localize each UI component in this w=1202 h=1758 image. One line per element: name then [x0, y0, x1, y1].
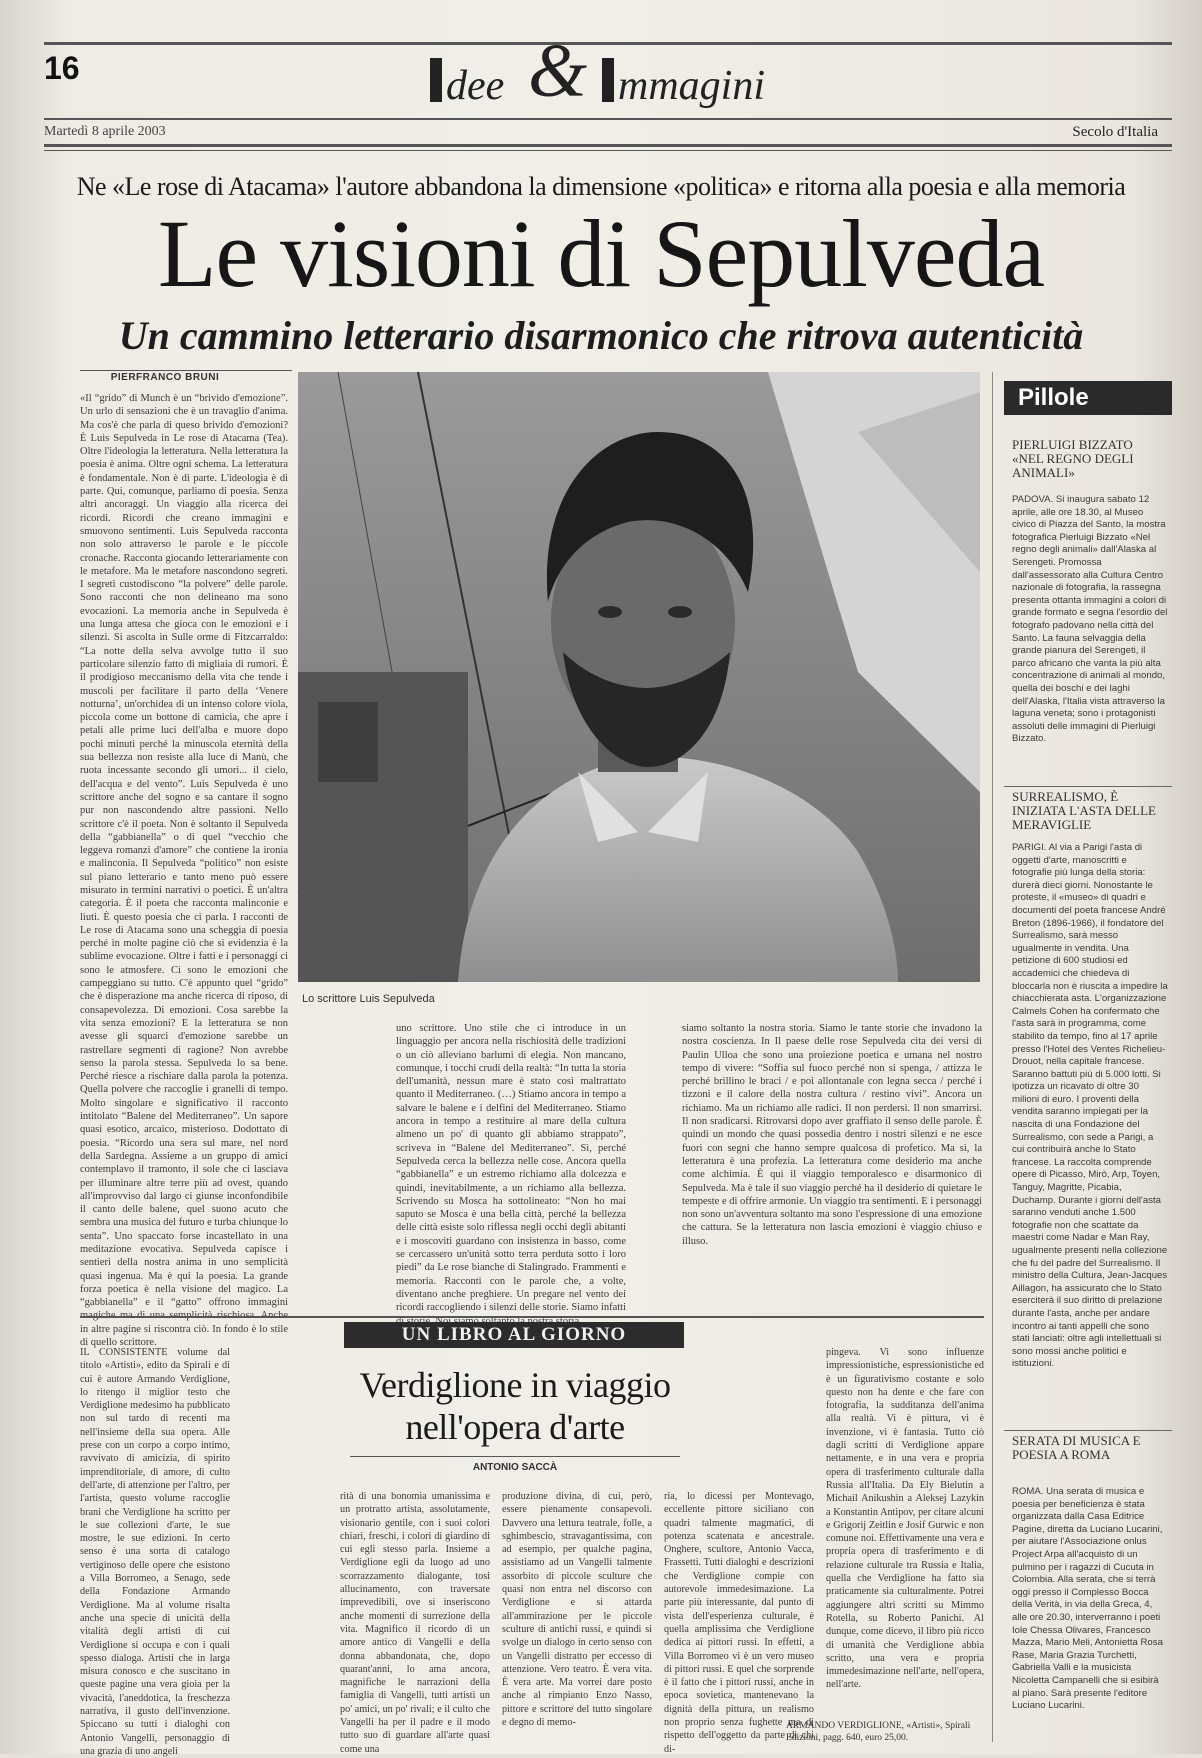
article-byline: PIERFRANCO BRUNI	[110, 372, 220, 383]
book-column-5	[826, 1346, 984, 1706]
newspaper-name: Secolo d'Italia	[1072, 124, 1158, 140]
book-box-banner: UN LIBRO AL GIORNO	[344, 1322, 684, 1348]
page-number: 16	[44, 50, 80, 86]
book-column-1-text: IL CONSISTENTE volume dal titolo «Artisti», edito da Spirali e di cui è autore Armando Verdiglione, lo ritengo il miglior testo che Verdiglione medesimo ha pubblicato non sul tardo di recenti ma nell'insieme della sua opera. Alle prese con un corpo a corpo intimo, ravvivato di amicizia, di spirito imprenditoriale, di amore, di culto dell'arte, di attenzione per l'altro, per l'artista, questo volume raccoglie brani che Verdiglione ha scritto per le sue collezioni d'arte, le sue mostre, le sue edizioni. In certo senso è una sorta di catalogo vertiginoso delle opere che esistono a Villa Borromeo, a Senago, sede della Fondazione Armando Verdiglione. Ma al volume risalta anche una specie di unicità della vitalità degli artisti di cui Verdiglione si occupa e con i quali spesso dialoga. Artisti che in larga misura conosco e che suscitano in queste pagine una vera gioia per la vivacità, l'aneddotica, la freschezza narrativa, il gusto dell'invenzione. Spiccano su tutti i dialoghi con Antonio Vangelli, personaggio di una grazia di uno angeli	[80, 1347, 230, 1757]
sidebar-item-2-title: SURREALISMO, È INIZIATA L'ASTA DELLE MERAVIGLIE	[1012, 789, 1156, 832]
sidebar-item-2-text: PARIGI. Al via a Parigi l'asta di oggetti d'arte, manoscritti e fotografie più lunga della storia: durerà dieci giorni. Nonostante le proteste, il «museo» di quadri e documenti del poeta francese André Breton (1896-1966), il fondatore del Surrealismo, sarà messo ugualmente in vendita. Una petizione di 600 studiosi ed accademici che chiedeva di bloccarla non è riuscita a impedire la chiacchierata asta. L'organizzazione Calmels Cohen ha confermato che l'asta sarà in programma, come stabilito da tempo, fino al 17 aprile presso l'Hotel des Ventes Richelieu-Drouot, nella capitale francese. Saranno battuti più di 5.000 lotti. Si ipotizza un ricavato di oltre 30 milioni di euro. I proventi della vendita saranno impiegati per la nascita di una Fondazione del Surrealismo, con sede a Parigi, a cui contribuirà anche lo Stato francese. La raccolta comprende opere di Picasso, Mirò, Arp, Toyen, Tanguy, Magritte, Picabia, Duchamp. Durante i giorni dell'asta saranno venduti anche 1.500 fotografie non che scattate da maestri come Nadar e Man Ray, ugualmente presenti nella collezione che fu del padre del Surrealismo. Il ministro della Cultura, Jean-Jacques Aillagon, ha assicurato che lo Stato eserciterà il suo diritto di prelazione durante l'asta, anche per andare incontro ai tanti appelli che sono stati lanciati: oltre agli intellettuali si sono mossi anche politici e istituzioni.	[1012, 842, 1168, 1370]
book-column-2	[340, 1490, 490, 1755]
book-column-3	[502, 1490, 652, 1746]
masthead-initial-bar-1	[430, 58, 442, 102]
article-column-1	[80, 392, 288, 1349]
byline-rule	[80, 370, 292, 371]
article-subheadline: Un cammino letterario disarmonico che ritrova autenticità	[118, 313, 1084, 358]
article-headline: Le visioni di Sepulveda	[157, 200, 1045, 307]
top-rule	[44, 42, 1172, 45]
book-column-5-text: pingeva. Vi sono influenze impressionistiche, espressionistiche ed è un figurativismo costante e solo questo non ha dente e che fare con fotografia, la sudditanza dell'anima alla realtà. Vi è pittura, vi è invenzione, vi è fantasia. Tutto ciò dagli scritti di Verdiglione appare nettamente, e in una vera e propria opera di trasferimento culturale dalla Russia all'Italia. Da Ely Bielutin a Michail Anikushin a Aleksej Lazykin a Konstantin Antipov, per citare alcuni e Grigorij Zeitlin e Josif Gurwic e non comune noi. Effettivamente una vera e propria opera di trasferimento e di relazione culturale tra Russia e Italia, quella che Verdiglione ha fatto sia praticamente sia culturalmente. Potrei aggiungere altri scritti su Mimmo Rotella, su Roberto Panichi. Al dunque, come dicevo, il libro più ricco di umanità che Verdiglione abbia scritto, una vera e propria immedesimazione nell'arte, nell'opera, nell'arte.	[826, 1347, 984, 1691]
sidebar-label-text: Pillole	[1018, 384, 1089, 411]
masthead-part2: mmagini	[618, 63, 765, 109]
sidebar-item-3-title: SERATA DI MUSICA E POESIA A ROMA	[1012, 1433, 1141, 1462]
sidebar-label	[1004, 381, 1172, 415]
article-kicker: Ne «Le rose di Atacama» l'autore abbandona la dimensione «politica» e ritorna alla poesia e alla memoria	[76, 172, 1126, 201]
author-photo-illustration	[298, 372, 980, 982]
book-credit: ARMANDO VERDIGLIONE, «Artisti», Spirali Edizioni, pagg. 640, euro 25,00.	[786, 1721, 971, 1743]
article-column-2-text: uno scrittore. Uno stile che ci introduce in un linguaggio per ancora nella rischiosità delle tradizioni o un ciò alleviano barlumi di elegia. Non mancano, comunque, i tocchi crudi della realtà: “In tutta la storia dell'umanità, nessun mare è stato così maltrattato quanto il Mediterraneo. (…) Stiamo ancora in tempo a salvare le balene e i delfini del Mediterraneo. Stiamo ancora in tempo a restituire al mare della cultura almeno un po' di quanto gli abbiamo strappato”, scriveva in “Balene del Mediterraneo”. Sì, perché Sepulveda cerca la bellezza nelle cose. Ancora quella “gabbianella” e un estremo richiamo alla dolcezza e quindi, inevitabilmente, a un richiamo alla bellezza. Scrivendo su Mosca ha sottolineato: “Non ho mai saputo se Mosca è una bella città, perché la bellezza delle città esiste solo riflessa negli occhi degli abitanti e i moscoviti guardano con insistenza in basso, come se cercassero un'unità sotto terra perduta sotto i loro piedi” da Le rose bianche di Stalingrado. Frammenti e memoria. Racconti con le parole che, a volte, diventano anche preghiere. Un pregare nel vento dei ricordi raccogliendo i silenzi delle storie. Siamo infatti	[396, 1023, 626, 1314]
header-rule	[44, 118, 1172, 120]
article-column-3	[682, 1022, 982, 1312]
sidebar-item-1-title: PIERLUIGI BIZZATO «NEL REGNO DEGLI ANIMALI»	[1012, 437, 1134, 480]
book-column-1	[80, 1346, 230, 1757]
article-column-1-text: «Il “grido” di Munch è un “brivido d'emozione”. Un urlo di sensazioni che è un travaglio d'anima. Ma cos'è che parla di queso brivido d'emozioni? È Luis Sepulveda in Le rose di Atacama (Tea). Oltre l'ideologia la letteratura. Nella letteratura la poesia è anima. Oltre ogni schema. La letteratura è fondamentale. Non è di parte. L'ideologia è di parte. Qui, comunque, parliamo di poesia. Senza altri ancoraggi. Un viaggio alla ricerca dei ricordi. Ricordi che creano immagini e smuovono sentimenti. Luis Sepulveda racconta non solo attraverso le parole e le piccole cronache. Racconta giocando letterariamente con le metafore. Ma le metafore nascondono segreti. I segreti custodiscono “la polvere” delle parole. Sono racconti che non delineano ma sono evocazioni. La memoria anche in Sepulveda è una lunga attesa che gioca con le emozioni e i silenzi. Si ascolta in Sulle orme di Fitzcarraldo: “La notte della selva avvolge tutto il suo particolare silenzio fatto di migliaia di rumori. È il prodigioso meccanismo della vita che tende i muscoli per facilitare il parto della ‘Venere notturna’, un'orchidea di un intenso colore viola, piccola come un bottone di camicia, che apre i petali alle prime luci dell'alba e muore dopo pochi minuti perché la minuscola eternità della sua bellezza non resiste alla luce di Manù, che ruota incessante secondo gli umori... il cielo, dell'acqua e del vento”. Luis Sepulveda è uno scrittore anche del sogno e sa cantare il sogno pur non nascondendo altre passioni. Nello scrittore c'è il poeta. Non è soltanto il Sepulveda della “gabbianella” o di quel “vecchio che leggeva romanzi d'amore” che contiene la ironia e malinconia. Il Sepulveda “politico” non esiste sul piano letterario e tanto meno può essere misurato in termini narrativi o poetici. È un'altra categoria. È il poeta che racconta malinconie e liuti. È questo poesia che ci parla. I racconti de Le rose di Atacama sono una scheggia di poesia perché in molte pagine ciò che si evidenzia è la sublime evocazione. Oltre i fatti e i personaggi ci sono le atmosfere. Ci sono le emozioni che campeggiano su tutto. C'è appunto quel “grido” che è disperazione ma anche ricerca di riposo, di consapevolezza. Di emozioni. Cosa sarebbe la vita senza emozioni? E la letteratura se non avesse gli squarci d'emozione sarebbe un rastrellare segmenti di ragione? Non avrebbe senso la parola stessa. Sepulveda lo sa bene. Perché riesce a rischiare dalla parola la potenza. Quella polvere che raccoglie i granelli di tempo. Molto singolare e significativo il racconto intitolato “Balene del Mediterraneo”. Un sapore quasi esotico, arcaico, misterioso. Dodottato di poesia. “Ricordo una sera sul mare, nel nord della Sardegna. Assieme a un gruppo di amici contemplavo il tramonto, il sole che ci lasciava per illuminare altre terre più ad ovest, quando all'improvviso dal largo ci giunse inconfondibile il canto delle balene, quel suono acuto che sembra una musica del futuro e turba chiunque lo senta”. Uno spaccato forse incastellato in una meditazione evocativa. Sepulveda capisce i sentieri della nostra anima in uno semplicità quasi ingenua. Ma è qui la poesia. La grande forza poetica è nella visione del magico. La “gabbianella” e il “gatto” offrono immagini in altre pagine si riscontra ciò. In fondo è lo stile di quello scrittore.	[80, 393, 288, 1349]
masthead-initial-bar-2	[602, 58, 614, 102]
book-box-byline: ANTONIO SACCÀ	[472, 1462, 558, 1473]
book-column-4	[664, 1490, 814, 1755]
sidebar-rule-1	[1004, 786, 1172, 787]
book-box-top-rule	[80, 1316, 984, 1318]
book-box-byline-rule	[350, 1456, 680, 1457]
masthead-ampersand: &	[528, 29, 588, 113]
book-box-title: Verdiglione in viaggio nell'opera d'arte	[359, 1365, 671, 1447]
sidebar-item-3-text: ROMA. Una serata di musica e poesia per beneficienza è stata organizzata dalla Casa Editrice Pagine, diretta da Luciano Lucarini, per aiutare l'Associazione onlus Project Arpa all'acquisto di un pulmino per i ragazzi di Cucuta in Colombia. Alla serata, che si terrà oggi presso il Complesso Bocca della Verità, in via della Greca, 4, alle ore 20.30, interverranno i poeti Iole Chessa Olivares, Francesco Mazza, Mario Meli, Antonietta Rosa Rase, Maria Grazia Turchetti, Gabriella Valli e la musicista Nicoletta Campanelli che si esibirà al piano. Sarà presente l'editore Luciano Lucarini.	[1012, 1486, 1163, 1712]
sidebar-divider	[992, 372, 993, 1742]
dateline: Martedì 8 aprile 2003	[44, 124, 166, 139]
book-column-2-text: rità di una bonomia umanissima e un protratto artista, assolutamente, visionario gentile, con i suoi colori chiari, freschi, i colori di giardino di cui egli stesso parla. Insieme a Verdiglione egli da luogo ad uno scorrazzamento dialogante, tosi allucinamento, con traversate imprevedibili, ove si inseriscono anche momenti di surrezione della vita. Magnifico il ricordo di un amore antico di Vangelli e della donna abbandonata, che, dopo quarant'anni, lo ama ancora, magnifiche le narrazioni della famiglia di Vangelli, tutti artisti un po' amici, un po' rivali; e il culto che Vangelli ha per il padre e il modo tutto suo di guardare all'arte quasi come una	[340, 1491, 490, 1755]
author-photo	[298, 372, 980, 982]
sidebar-rule-2	[1004, 1430, 1172, 1431]
book-column-4-text: ria, lo dicessi per Montevago, eccellente pittore siciliano con quadri talmente magmatici, di potenza scatenata e ancestrale. Onghere, scultore, Antonio Vacca, Frassetti. Tutti dialoghi e descrizioni che Verdiglione compie con autorevole immedesimazione. La parte più interessante, dal punto di vista dell'esperienza culturale, è quella amplissima che Verdiglione dedica ai pittori russi. In effetti, a Villa Borromeo vi è un vero museo di pittori russi. E quel che sorprende è il fatto che i pittori russi, anche in epoca sovietica, mantenevano la dignità della pittura, un realismo non proprio senza fughette ma di rispetto dell'oggetto da parte di chi di-	[664, 1491, 814, 1755]
book-column-3-text: produzione divina, di cui, però, essere pienamente consapevoli. Davvero una lettura teatrale, folle, a sghimbescio, stravagantissima, con ad esempio, per qualche pagina, assistiamo ad un Vangelli talmente assorbito di piccole sculture che quasi non entra nel discorso con Verdiglione e si attarda all'ammirazione per le piccole sculture di antichi russi, e quindi si svolge un dialogo in certo senso con un Vangelli distratto per eccesso di attenzione. Vero teatro. È vera vita. È vera arte. Ma vorrei dare posto anche al rimpianto Enzo Nasso, pittore e scrittore del tutto singolare e degno di memo-	[502, 1491, 652, 1729]
article-column-2	[396, 1022, 626, 1312]
header-rule-lower-2	[44, 150, 1172, 151]
article-column-3-text: siamo soltanto la nostra storia. Siamo le tante storie che invadono la nostra coscienza. In Il paese delle rose Sepulveda cita dei versi di Paulin Ulloa che sono una proiezione poetica e umana nel nostro tempo di vivere: “Soffia sul fuoco perché non si spenga, / attizza le perché brillino le braci / e poi allontanale con legna secca / perché i tizzoni e il calore della nostra cultura / restino vivi”. Ancora un richiamo. Ma un richiamo alle radici. Il non perdersi. Il non smarrirsi. Il non sradicarsi. Ritrovarsi dopo aver graffiato il senso delle parole. È quindi un mondo che quasi possedia dentro i nostri silenzi e ne esce fuori con segni che hanno sempre qualcosa di profetico. Ma sì, la letteratura è una profezia. La letteratura come desiderio ma anche come alchimia. È qui il viaggio temporalesco e disarmonico di Sepulveda. Ma è tale il suo viaggio perché ha il desiderio di quietare le tempeste e di offrire armonie. Un viaggio tra sentimenti. E i personaggi non sono un'avventura soltanto ma sono l'espressione di una emozione che cattura. Se la letteratura non lascia emozioni è viaggio chiuso e illuso.	[682, 1023, 982, 1247]
header-rule-lower	[44, 144, 1172, 147]
sidebar-item-1-text: PADOVA. Si inaugura sabato 12 aprile, alle ore 18.30, al Museo civico di Piazza del Santo, la mostra fotografica Pierluigi Bizzato «Nel regno degli animali» dall'Alaska al Serengeti. Promossa dall'assessorato alla Cultura Centro nazionale di fotografia, la rassegna presenta ottanta immagini a colori di grande formato e segna l'esordio del fotografo padovano nella città del Santo. La fauna selvaggia della grande pianura del Serengeti, il parco africano che vanta la più alta concentrazione di animali al mondo, quella dei boschi e dei laghi dell'Alaska, l'Italia vista attraverso la laguna veneta; sono i protagonisti assoluti delle immagini di Pierluigi Bizzato.	[1012, 494, 1168, 745]
masthead-part1: dee	[446, 63, 505, 109]
photo-caption: Lo scrittore Luis Sepulveda	[302, 993, 435, 1005]
